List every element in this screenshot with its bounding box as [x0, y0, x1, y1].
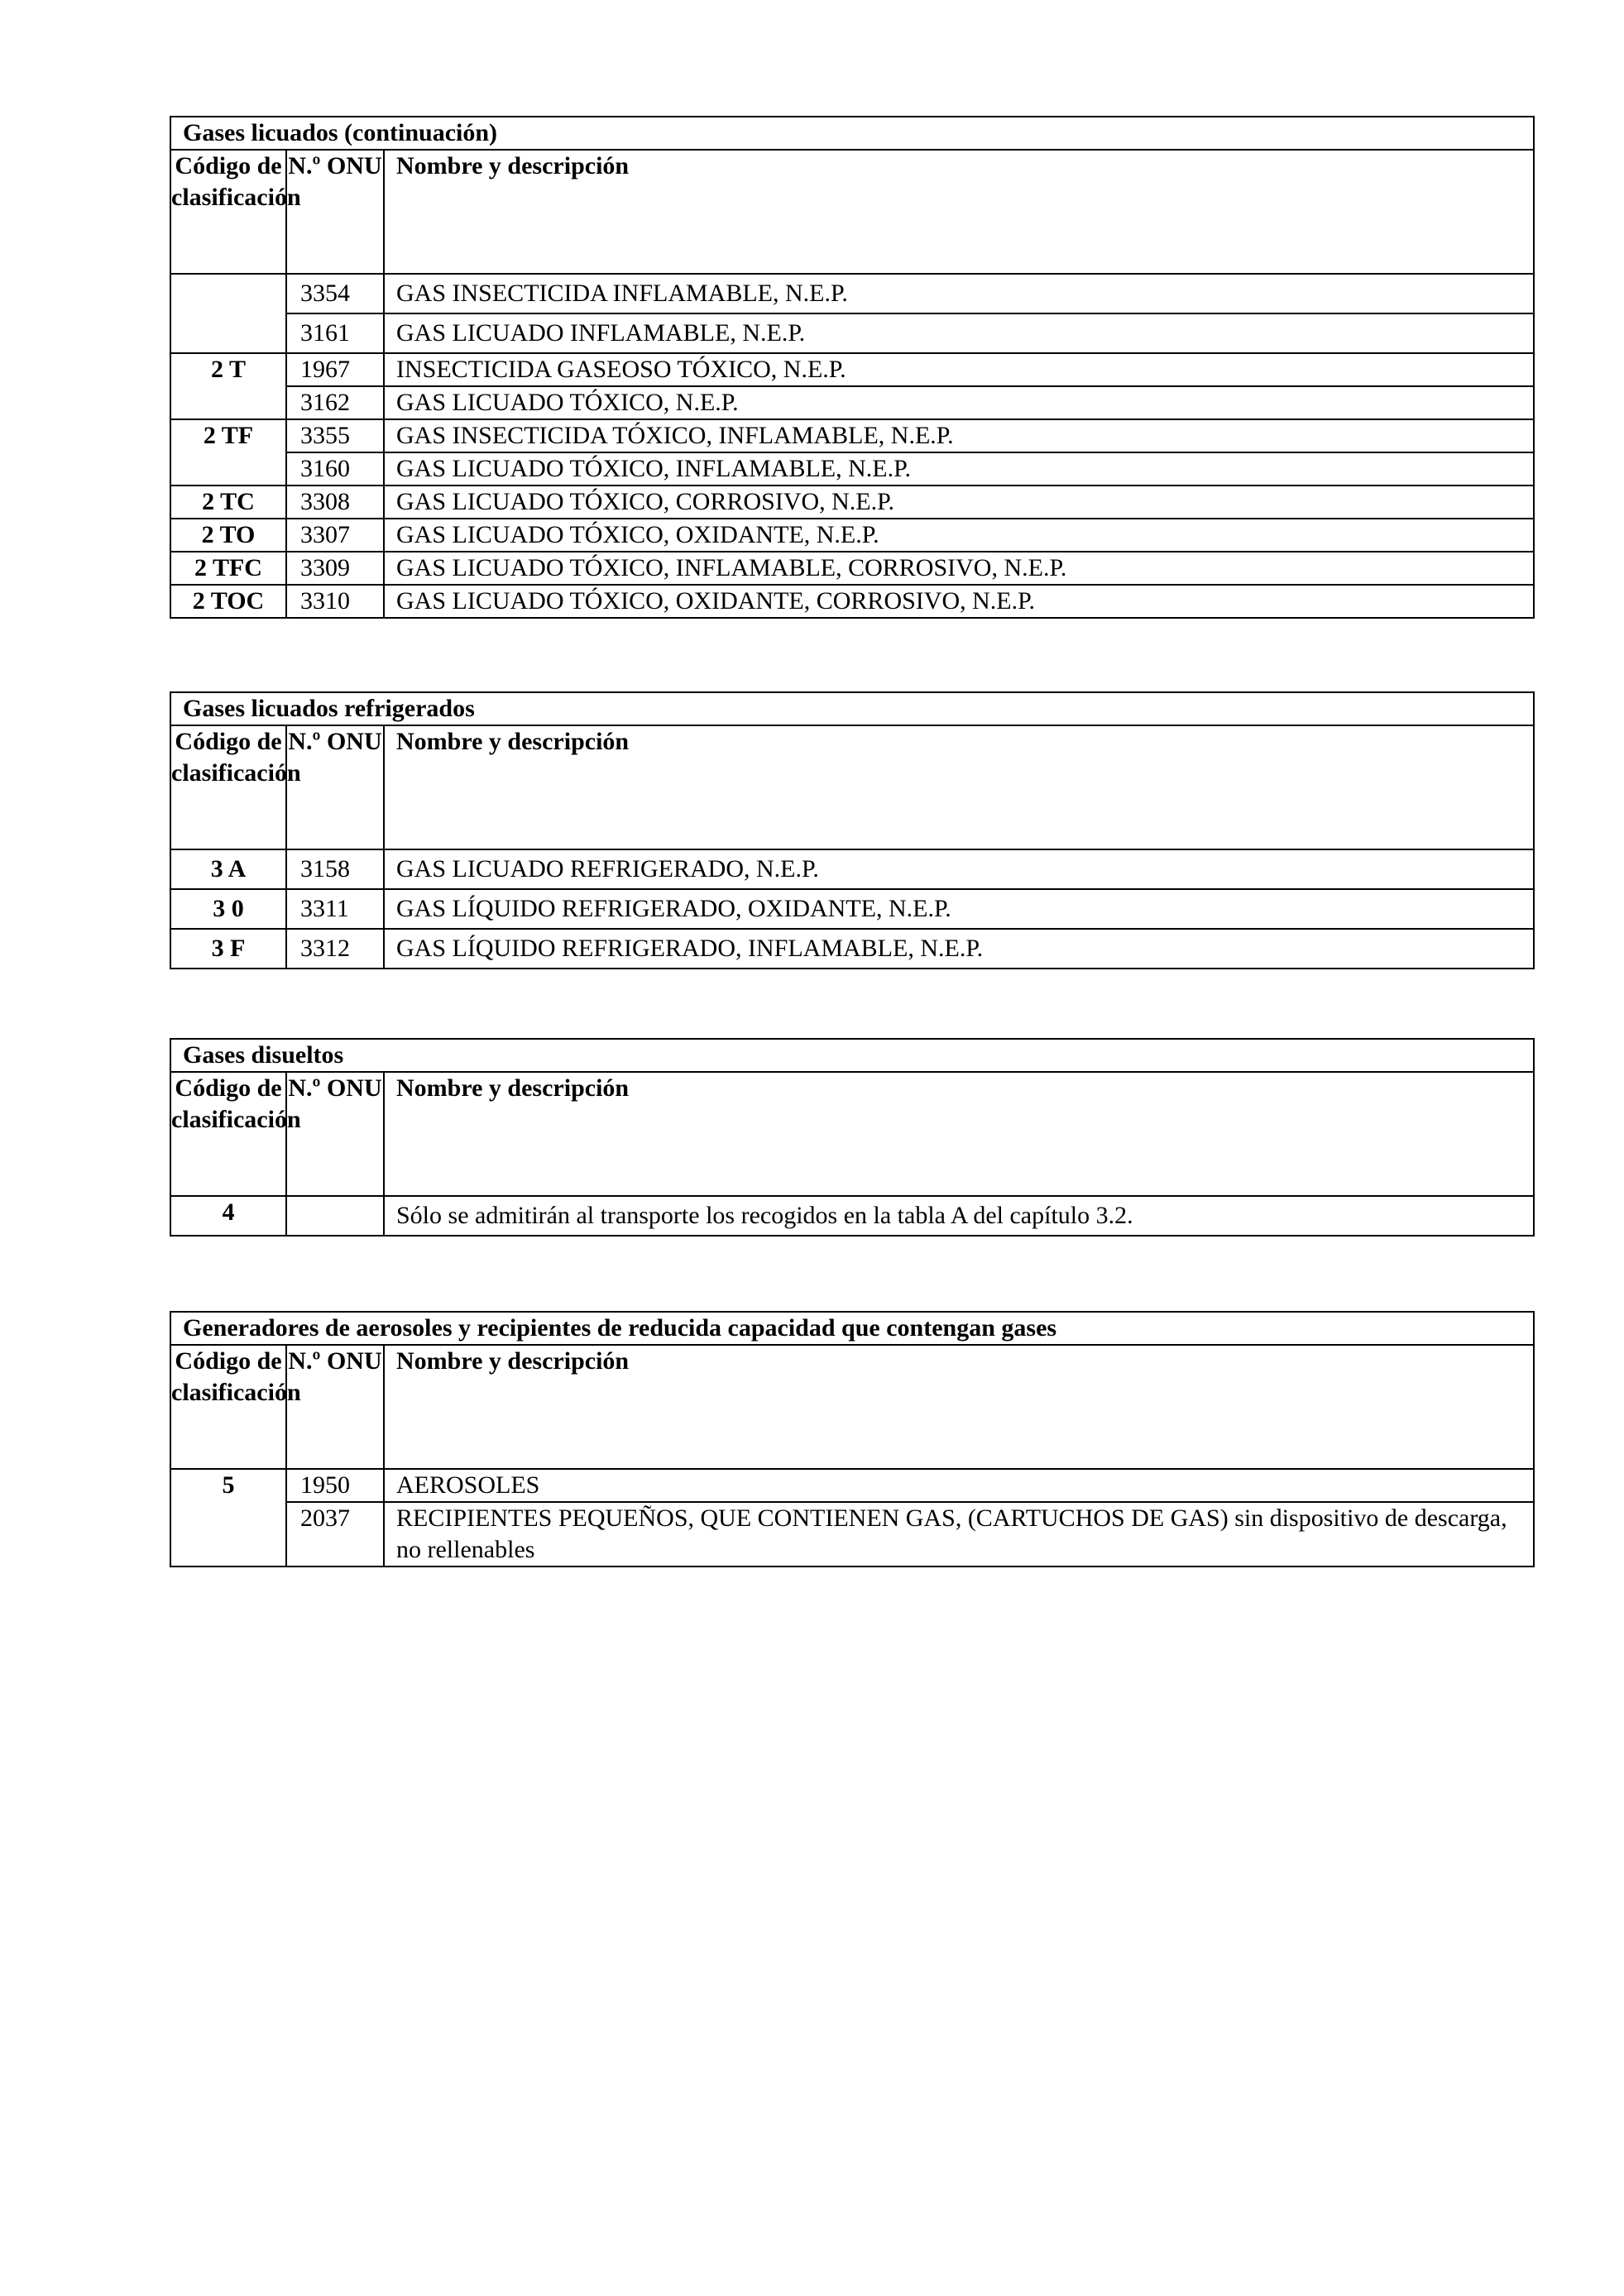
table-row — [170, 519, 1534, 552]
header-name: Nombre y descripción — [384, 1072, 1534, 1196]
description: GAS LICUADO TÓXICO, OXIDANTE, CORROSIVO, N.E.P. — [384, 585, 1534, 618]
header-onu: N.º ONU — [286, 1072, 384, 1196]
description: GAS LICUADO TÓXICO, N.E.P. — [384, 386, 1534, 419]
un-number: 3308 — [286, 486, 384, 519]
table-row — [170, 1196, 1534, 1236]
class-code: 2 TFC — [170, 552, 286, 585]
un-number: 2037 — [286, 1502, 384, 1567]
description: GAS LICUADO TÓXICO, INFLAMABLE, CORROSIVO, N.E.P. — [384, 552, 1534, 585]
class-code: 3 F — [170, 929, 286, 969]
description: AEROSOLES — [384, 1469, 1534, 1502]
un-number: 3309 — [286, 552, 384, 585]
header-code: Código de clasificación — [170, 725, 286, 849]
description: GAS LICUADO TÓXICO, OXIDANTE, N.E.P. — [384, 519, 1534, 552]
table-title: Gases disueltos — [170, 1039, 1534, 1072]
header-name: Nombre y descripción — [384, 150, 1534, 274]
table-title: Gases licuados (continuación) — [170, 117, 1534, 150]
class-code: 2 TC — [170, 486, 286, 519]
description: GAS LÍQUIDO REFRIGERADO, INFLAMABLE, N.E.P. — [384, 929, 1534, 969]
table-row — [170, 353, 1534, 386]
table-row — [170, 929, 1534, 969]
un-number: 3310 — [286, 585, 384, 618]
un-number — [286, 1196, 384, 1236]
table-title-row — [170, 117, 1534, 150]
un-number: 1967 — [286, 353, 384, 386]
description: GAS LICUADO TÓXICO, INFLAMABLE, N.E.P. — [384, 452, 1534, 486]
description: GAS INSECTICIDA INFLAMABLE, N.E.P. — [384, 274, 1534, 313]
header-code: Código de clasificación — [170, 1345, 286, 1469]
table-row — [170, 486, 1534, 519]
un-number: 3354 — [286, 274, 384, 313]
class-code: 2 T — [170, 353, 286, 419]
description: GAS LICUADO REFRIGERADO, N.E.P. — [384, 849, 1534, 889]
header-name: Nombre y descripción — [384, 725, 1534, 849]
table-title-row — [170, 1312, 1534, 1345]
header-onu: N.º ONU — [286, 1345, 384, 1469]
table-gases-refrigerados — [170, 691, 1535, 969]
table-title-row — [170, 1039, 1534, 1072]
table-row — [170, 313, 1534, 353]
description: INSECTICIDA GASEOSO TÓXICO, N.E.P. — [384, 353, 1534, 386]
header-row — [170, 1072, 1534, 1196]
class-code: 2 TF — [170, 419, 286, 486]
table-row — [170, 849, 1534, 889]
class-code: 3 A — [170, 849, 286, 889]
class-code: 2 TO — [170, 519, 286, 552]
header-code: Código de clasificación — [170, 1072, 286, 1196]
un-number: 3355 — [286, 419, 384, 452]
un-number: 3160 — [286, 452, 384, 486]
header-onu: N.º ONU — [286, 150, 384, 274]
table-row — [170, 1502, 1534, 1567]
description: GAS LICUADO INFLAMABLE, N.E.P. — [384, 313, 1534, 353]
table-title-row — [170, 692, 1534, 725]
description: Sólo se admitirán al transporte los recogidos en la tabla A del capítulo 3.2. — [384, 1196, 1534, 1236]
description: RECIPIENTES PEQUEÑOS, QUE CONTIENEN GAS, (CARTUCHOS DE GAS) sin dispositivo de descarga, no rellenables — [384, 1502, 1534, 1567]
un-number: 3158 — [286, 849, 384, 889]
description: GAS INSECTICIDA TÓXICO, INFLAMABLE, N.E.P. — [384, 419, 1534, 452]
un-number: 1950 — [286, 1469, 384, 1502]
class-code: 2 TOC — [170, 585, 286, 618]
header-onu: N.º ONU — [286, 725, 384, 849]
header-row — [170, 725, 1534, 849]
un-number: 3162 — [286, 386, 384, 419]
header-row — [170, 1345, 1534, 1469]
table-row — [170, 1469, 1534, 1502]
class-code: 3 0 — [170, 889, 286, 929]
table-row — [170, 585, 1534, 618]
description: GAS LÍQUIDO REFRIGERADO, OXIDANTE, N.E.P. — [384, 889, 1534, 929]
un-number: 3311 — [286, 889, 384, 929]
table-aerosoles — [170, 1311, 1535, 1567]
un-number: 3307 — [286, 519, 384, 552]
table-title: Gases licuados refrigerados — [170, 692, 1534, 725]
un-number: 3161 — [286, 313, 384, 353]
table-title: Generadores de aerosoles y recipientes de reducida capacidad que contengan gases — [170, 1312, 1534, 1345]
header-row — [170, 150, 1534, 274]
table-gases-licuados — [170, 116, 1535, 619]
table-gases-disueltos — [170, 1038, 1535, 1236]
class-code — [170, 274, 286, 353]
table-row — [170, 419, 1534, 452]
un-number: 3312 — [286, 929, 384, 969]
table-row — [170, 386, 1534, 419]
table-row — [170, 452, 1534, 486]
header-name: Nombre y descripción — [384, 1345, 1534, 1469]
header-code: Código de clasificación — [170, 150, 286, 274]
class-code: 5 — [170, 1469, 286, 1567]
description: GAS LICUADO TÓXICO, CORROSIVO, N.E.P. — [384, 486, 1534, 519]
table-row — [170, 889, 1534, 929]
table-row — [170, 552, 1534, 585]
table-row — [170, 274, 1534, 313]
class-code: 4 — [170, 1196, 286, 1236]
